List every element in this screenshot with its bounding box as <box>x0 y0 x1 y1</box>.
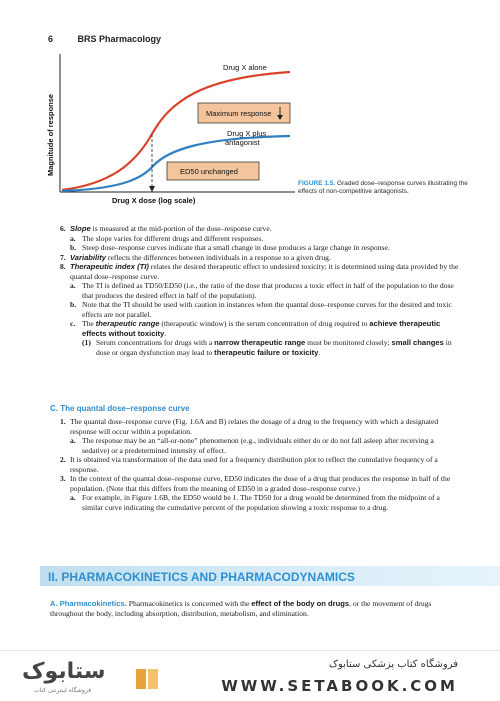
term-variability: Variability <box>70 252 107 262</box>
sub-text: The TI is defined as TD50/ED50 (i.e., the ratio of the dose that produces a toxic effect in half of the population to the dose that produces the desired effect in half of the population). <box>82 281 454 300</box>
page-number: 6 <box>48 34 54 44</box>
section-a-lead: A. Pharmacokinetics. <box>50 599 127 608</box>
section-c-body <box>60 417 460 512</box>
item-8a <box>70 281 460 300</box>
y-axis-label: Magnitude of response <box>46 93 55 176</box>
item-text: relates the desired therapeutic effect to undesired toxicity; it is determined using data provided by the quantal dose–response curve. <box>70 262 459 281</box>
sub-label: a. <box>70 436 76 445</box>
item-8b <box>70 300 460 319</box>
sub-label: c. <box>70 319 76 328</box>
sub-label: a. <box>70 281 76 290</box>
sub-label: a. <box>70 233 76 243</box>
sub-text: For example, in Figure 1.6B, the ED50 would be 1. The TD50 for a drug would be determined from the midpoint of a similar curve indicating the cumulative percent of the population showing a toxic response to a drug. <box>82 493 440 512</box>
sub-text: Steep dose–response curves indicate that a small change in dose produces a large change in response. <box>82 243 390 252</box>
c-item-3 <box>60 474 460 493</box>
label-drug-plus-1: Drug X plus <box>227 129 267 138</box>
footer-banner <box>0 650 500 701</box>
item-7 <box>60 253 460 263</box>
section-a-text: , or the movement of drugs throughout the body, including absorption, distribution, metabolism, and elimination. <box>50 599 432 618</box>
c-item-1a <box>70 436 460 455</box>
item-6a <box>70 234 460 244</box>
sub-text: Note that the TI should be used with caution in instances when the quantal dose–response curves for the desired and toxic effects are not parallel. <box>82 300 452 319</box>
item-text: The quantal dose–response curve (Fig. 1.6A and B) relates the dosage of a drug to the frequency with which a designated response will occur within a population. <box>70 417 439 436</box>
sub-label: a. <box>70 493 76 502</box>
sub-label: b. <box>70 300 77 309</box>
label-drug-plus-2: antagonist <box>225 138 260 147</box>
item-num: 8. <box>60 262 66 271</box>
sub-text: . <box>164 328 167 338</box>
item-8 <box>60 262 460 281</box>
c-item-3a <box>70 493 460 512</box>
emphasis: effect of the body on drugs <box>251 599 350 608</box>
item-num: 7. <box>60 252 66 262</box>
sub-text: The response may be an “all-or-none” phenomenon (e.g., individuals either do or do not fall asleep after receiving a sedative) or a predetermined intensity of effect. <box>82 436 434 455</box>
sub-label: b. <box>70 243 77 252</box>
item-text: reflects the differences between individuals in a response to a given drug. <box>106 252 331 262</box>
label-drug-alone: Drug X alone <box>223 63 267 72</box>
sub-text: The <box>82 319 96 328</box>
running-header <box>48 34 161 44</box>
item-8c1 <box>82 338 460 357</box>
dose-response-figure <box>40 46 300 206</box>
book-title: BRS Pharmacology <box>77 34 162 44</box>
body-items-6-8 <box>60 224 460 357</box>
figure-number: FIGURE 1.5. <box>298 180 336 187</box>
sub-text: in dose or organ dysfunction may lead to <box>96 338 452 357</box>
logo-subtext: فروشگاه اینترنتی کتاب <box>34 687 92 694</box>
x-axis-label: Drug X dose (log scale) <box>112 196 196 205</box>
sub-label: (1) <box>82 338 91 347</box>
item-8c <box>70 319 460 338</box>
ed50-arrowhead <box>149 186 155 192</box>
section-ii-heading: II. PHARMACOKINETICS AND PHARMACODYNAMICS <box>48 570 355 584</box>
item-num: 2. <box>60 455 66 464</box>
logo-text: ستابوک <box>22 659 106 684</box>
term-therapeutic-index: Therapeutic index (TI) <box>70 262 149 271</box>
sub-text: must be monitored closely; <box>305 338 392 347</box>
max-response-label: Maximum response <box>206 109 272 118</box>
item-num: 3. <box>60 474 66 483</box>
item-6 <box>60 224 460 234</box>
section-a-text: Pharmacokinetics is concerned with the <box>126 599 252 608</box>
item-text: It is obtained via transformation of the data used for a frequency distribution plot to reflect the cumulative frequency of a response. <box>70 455 438 474</box>
emphasis: small changes <box>391 338 444 347</box>
c-item-2 <box>60 455 460 474</box>
book-logo-icon <box>134 665 162 693</box>
item-6b <box>70 243 460 253</box>
section-a-paragraph <box>50 599 460 618</box>
item-text: In the context of the quantal dose–response curve, ED50 indicates the dose of a drug that produces the response in half of the population. (Note that this differs from the meaning of ED50 in a graded dose–response curve.) <box>70 474 451 493</box>
setabook-logo <box>12 657 162 697</box>
term-therapeutic-range: therapeutic range <box>95 319 160 328</box>
sub-text: (therapeutic window) is the serum concentration of drug required to <box>159 319 370 328</box>
item-num: 1. <box>60 417 66 426</box>
figure-caption-text: Graded dose–response curves illustrating the effects of non-competitive antagonists. <box>298 180 468 195</box>
section-c-heading: C. The quantal dose–response curve <box>50 404 190 413</box>
item-num: 6. <box>60 224 66 233</box>
emphasis: achieve therapeutic effects without toxicity <box>82 319 441 338</box>
section-ii-band <box>40 566 500 586</box>
emphasis: narrow therapeutic range <box>214 338 306 347</box>
term-slope: Slope <box>70 224 91 233</box>
footer-url: WWW.SETABOOK.COM <box>221 677 458 695</box>
ed50-box-label: ED50 unchanged <box>180 167 238 176</box>
sub-text: Serum concentrations for drugs with a <box>96 338 215 347</box>
item-text: is measured at the mid-portion of the dose–response curve. <box>90 224 272 233</box>
c-item-1 <box>60 417 460 436</box>
sub-text: . <box>318 347 321 357</box>
footer-title: فروشگاه کتاب پزشکی ستابوک <box>329 659 458 670</box>
figure-caption <box>298 180 473 196</box>
emphasis: therapeutic failure or toxicity <box>214 347 319 357</box>
sub-text: The slope varies for different drugs and different responses. <box>82 233 264 243</box>
